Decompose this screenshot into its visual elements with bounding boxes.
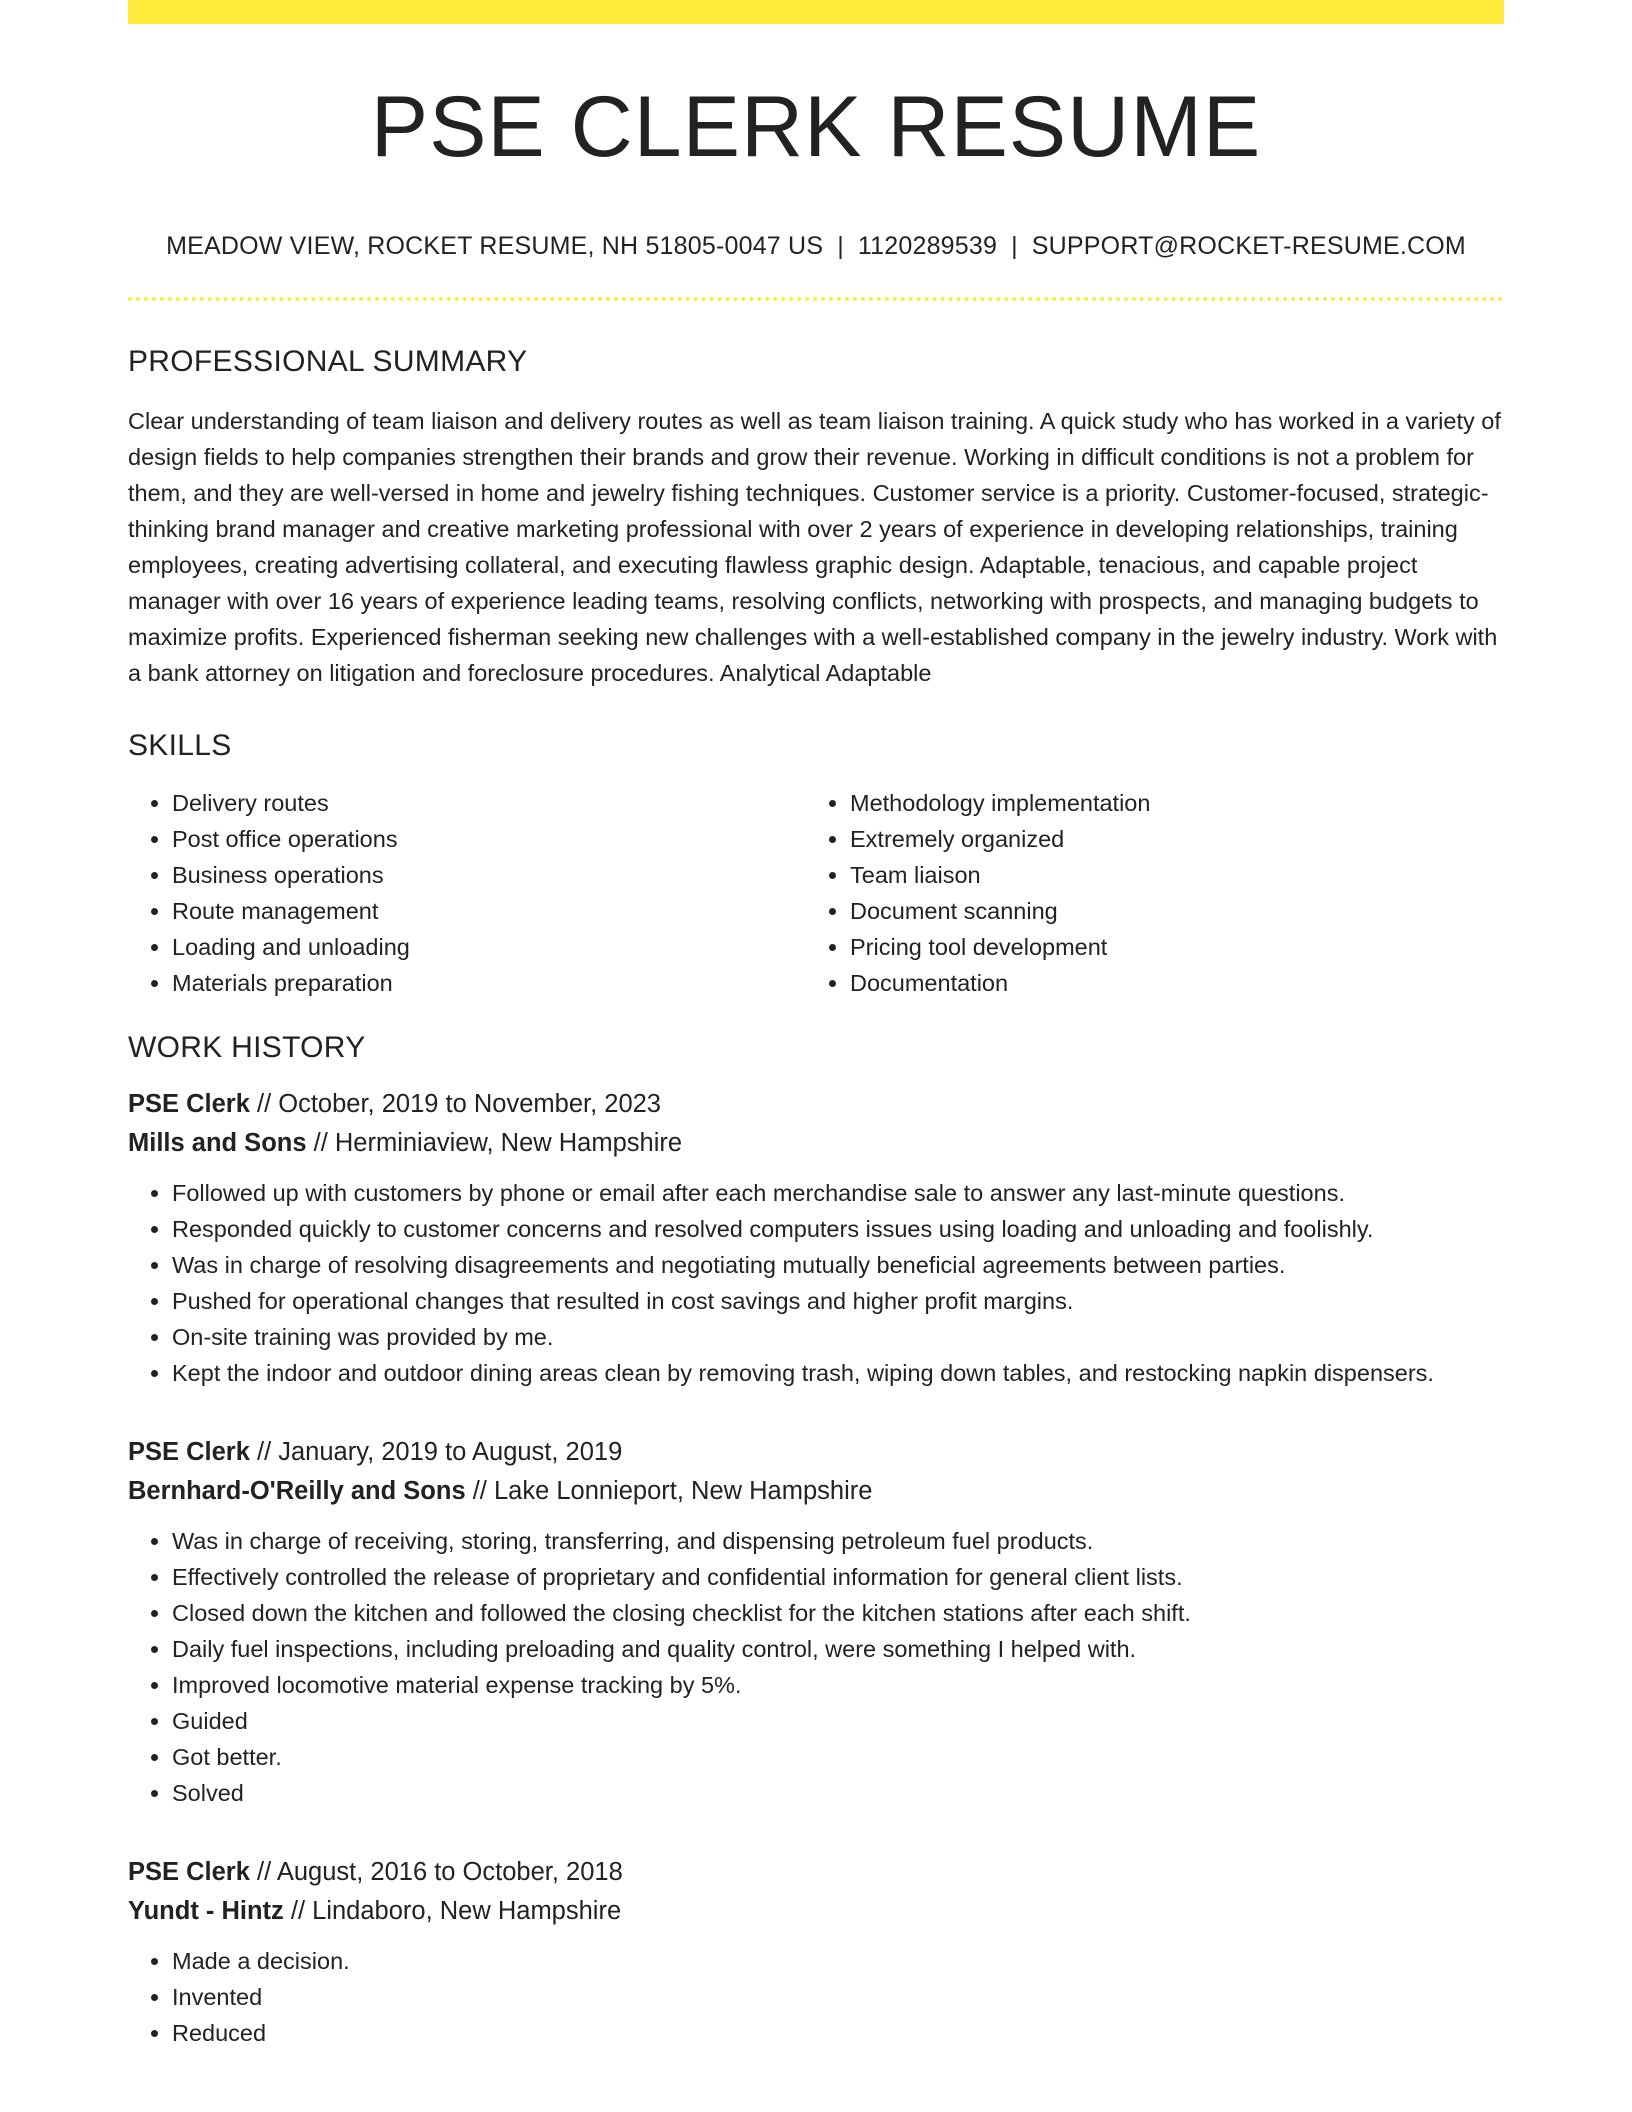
contact-separator: | (837, 232, 844, 260)
duty-item: • Got better. (172, 1739, 1504, 1775)
skill-item: • Team liaison (850, 857, 1484, 893)
job-title: PSE Clerk (128, 1438, 250, 1466)
skill-item: • Delivery routes (172, 785, 806, 821)
duty-item: • Invented (172, 1979, 1504, 2015)
job-location: // Herminiaview, New Hampshire (306, 1129, 683, 1157)
duty-item: • Closed down the kitchen and followed the closing checklist for the kitchen stations after each shift. (172, 1595, 1504, 1631)
skill-item: • Document scanning (850, 893, 1484, 929)
skill-item: • Extremely organized (850, 821, 1484, 857)
dotted-divider (128, 297, 1504, 301)
contact-line (128, 232, 1504, 261)
resume-title: PSE CLERK RESUME (370, 79, 1262, 175)
skills-heading: SKILLS (128, 729, 232, 762)
duty-item: • Improved locomotive material expense tracking by 5%. (172, 1667, 1504, 1703)
job-entry (128, 1085, 1504, 1391)
skills-left-column (128, 785, 806, 1001)
job-company-line (128, 1892, 1504, 1931)
job-company-line (128, 1124, 1504, 1163)
skills-grid (128, 785, 1504, 1001)
duty-item: • Reduced (172, 2015, 1504, 2051)
duty-item: • Kept the indoor and outdoor dining areas clean by removing trash, wiping down tables, and restocking napkin dispensers. (172, 1355, 1504, 1391)
duty-item: • Effectively controlled the release of proprietary and confidential information for general client lists. (172, 1559, 1504, 1595)
duty-item: • Was in charge of resolving disagreements and negotiating mutually beneficial agreements between parties. (172, 1247, 1504, 1283)
job-company: Mills and Sons (128, 1129, 307, 1157)
contact-phone: 1120289539 (857, 232, 998, 260)
skill-item: • Route management (172, 893, 806, 929)
job-duties (128, 1943, 1504, 2051)
skill-item: • Loading and unloading (172, 929, 806, 965)
accent-bar (128, 0, 1504, 24)
contact-separator: | (1011, 232, 1018, 260)
duty-item: • Made a decision. (172, 1943, 1504, 1979)
skill-item: • Materials preparation (172, 965, 806, 1001)
skills-right-column (806, 785, 1484, 1001)
job-title: PSE Clerk (128, 1090, 250, 1118)
job-company: Bernhard-O'Reilly and Sons (128, 1477, 466, 1505)
job-title-line (128, 1433, 1504, 1472)
job-location: // Lindaboro, New Hampshire (283, 1897, 622, 1925)
resume-page (128, 0, 1504, 2051)
job-entry (128, 1853, 1504, 2051)
job-title-line (128, 1853, 1504, 1892)
job-title: PSE Clerk (128, 1858, 250, 1886)
job-duties (128, 1175, 1504, 1391)
duty-item: • Was in charge of receiving, storing, transferring, and dispensing petroleum fuel products. (172, 1523, 1504, 1559)
skill-item: • Post office operations (172, 821, 806, 857)
duty-item: • Solved (172, 1775, 1504, 1811)
job-company: Yundt - Hintz (128, 1897, 284, 1925)
skill-item: • Pricing tool development (850, 929, 1484, 965)
summary-text: Clear understanding of team liaison and delivery routes as well as team liaison training. A quick study who has worked in a variety of design fields to help companies strengthen their brands and grow their revenue. Working in difficult conditions is not a problem for them, and they are well-versed in home and jewelry fishing techniques. Customer service is a priority. Customer-focused, strategic-thinking brand manager and creative marketing professional with over 2 years of experience in developing relationships, training employees, creating advertising collateral, and executing flawless graphic design. Adaptable, tenacious, and capable project manager with over 16 years of experience leading teams, resolving conflicts, networking with prospects, and managing budgets to maximize profits. Experienced fisherman seeking new challenges with a well-established company in the jewelry industry. Work with a bank attorney on litigation and foreclosure procedures. Analytical Adaptable (128, 408, 1501, 686)
duty-item: • Daily fuel inspections, including preloading and quality control, were something I helped with. (172, 1631, 1504, 1667)
job-dates: // August, 2016 to October, 2018 (249, 1858, 623, 1886)
contact-address: MEADOW VIEW, ROCKET RESUME, NH 51805-0047 US (166, 232, 824, 260)
contact-email: SUPPORT@ROCKET-RESUME.COM (1031, 232, 1466, 260)
job-title-line (128, 1085, 1504, 1124)
job-location: // Lake Lonnieport, New Hampshire (465, 1477, 873, 1505)
job-duties (128, 1523, 1504, 1811)
skill-item: • Business operations (172, 857, 806, 893)
summary-heading: PROFESSIONAL SUMMARY (128, 345, 528, 378)
skill-item: • Methodology implementation (850, 785, 1484, 821)
duty-item: • On-site training was provided by me. (172, 1319, 1504, 1355)
duty-item: • Pushed for operational changes that resulted in cost savings and higher profit margins. (172, 1283, 1504, 1319)
job-dates: // January, 2019 to August, 2019 (249, 1438, 623, 1466)
duty-item: • Responded quickly to customer concerns and resolved computers issues using loading and unloading and foolishly. (172, 1211, 1504, 1247)
duty-item: • Guided (172, 1703, 1504, 1739)
job-company-line (128, 1472, 1504, 1511)
skill-item: • Documentation (850, 965, 1484, 1001)
work-history-heading: WORK HISTORY (128, 1031, 366, 1064)
job-entry (128, 1433, 1504, 1811)
duty-item: • Followed up with customers by phone or email after each merchandise sale to answer any last-minute questions. (172, 1175, 1504, 1211)
job-dates: // October, 2019 to November, 2023 (249, 1090, 661, 1118)
